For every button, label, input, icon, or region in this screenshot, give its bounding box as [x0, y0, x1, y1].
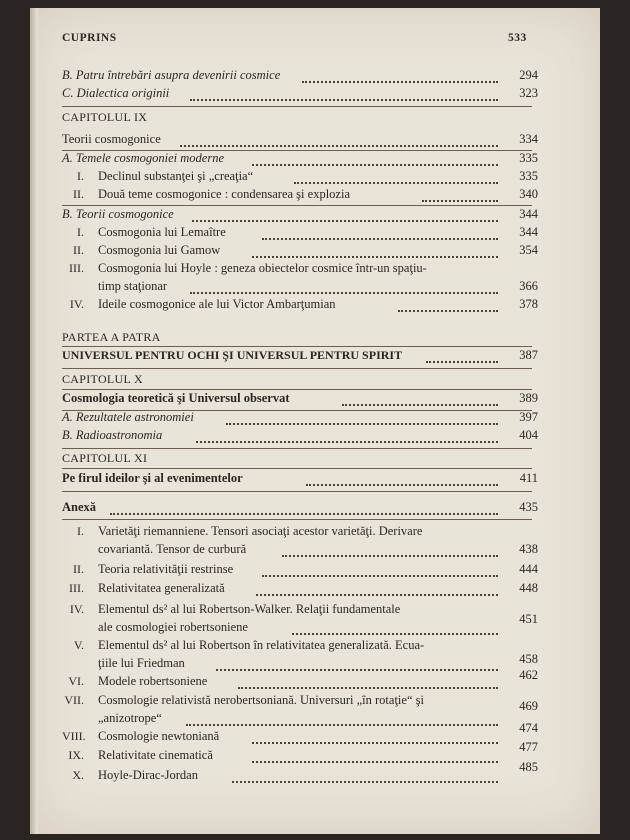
toc-entry-number: V. [73, 638, 84, 652]
toc-entry-title-line1: Elementul ds² al lui Robertson în relativitatea generalizată. Ecua- [98, 638, 425, 652]
toc-entry-title: Cosmogonia lui Gamow [98, 243, 221, 257]
toc-entry-title: A. Rezultatele astronomiei [62, 410, 194, 424]
divider [62, 491, 532, 492]
toc-entry-page: 397 [519, 410, 538, 424]
toc-entry-page: 435 [519, 500, 538, 514]
divider [62, 106, 532, 107]
toc-entry-page: 334 [519, 132, 538, 146]
toc-entry[interactable] [30, 68, 600, 86]
toc-entry-page: 438 [519, 542, 538, 556]
leader-dots [252, 162, 498, 166]
toc-entry-title: Hoyle-Dirac-Jordan [98, 768, 198, 782]
toc-entry-page: 448 [519, 581, 538, 595]
toc-entry-page: 451 [519, 612, 538, 626]
toc-entry-title: Două teme cosmogonice : condensarea şi explozia [98, 187, 350, 201]
toc-entry[interactable] [30, 169, 600, 187]
toc-entry-number: IV. [69, 297, 84, 311]
leader-dots [180, 143, 498, 147]
toc-entry-page: 340 [519, 187, 538, 201]
toc-entry-number: III. [69, 261, 84, 275]
toc-entry[interactable] [30, 471, 600, 489]
toc-entry-title: Ideile cosmogonice ale lui Victor Ambarţumian [98, 297, 336, 311]
book-page [30, 8, 600, 834]
running-header: CUPRINS [62, 32, 117, 44]
toc-entry[interactable] [30, 225, 600, 243]
toc-entry-page: 485 [519, 760, 538, 774]
toc-entry[interactable] [30, 602, 600, 638]
toc-entry-number: VI. [68, 674, 84, 688]
toc-entry-number: VIII. [62, 729, 86, 743]
toc-entry-number: VII. [64, 693, 84, 707]
toc-entry-page: 335 [519, 169, 538, 183]
toc-entry-page: 477 [519, 740, 538, 754]
leader-dots [302, 79, 498, 83]
part-heading: PARTEA A PATRA [62, 330, 161, 344]
toc-entry-page: 474 [519, 721, 538, 735]
toc-entry-page: 354 [519, 243, 538, 257]
toc-entry-number: II. [73, 187, 84, 201]
divider [62, 368, 532, 369]
toc-entry-title-line2: ţiile lui Friedman [98, 656, 185, 670]
toc-entry[interactable] [30, 524, 600, 560]
toc-entry-number: I. [77, 524, 84, 538]
leader-dots [252, 759, 498, 763]
leader-dots [294, 180, 498, 184]
toc-entry[interactable] [30, 187, 600, 205]
leader-dots [306, 482, 498, 486]
leader-dots [196, 439, 498, 443]
toc-entry-number: I. [77, 225, 84, 239]
toc-entry-page: 344 [519, 207, 538, 221]
toc-entry-title: Pe firul ideilor şi al evenimentelor [62, 471, 243, 485]
toc-entry-number: IX. [68, 748, 84, 762]
divider [62, 346, 532, 347]
toc-entry-page: 323 [519, 86, 538, 100]
toc-entry-number: II. [73, 562, 84, 576]
chapter-heading: CAPITOLUL X [62, 372, 143, 386]
toc-entry-title-line1: Cosmogonia lui Hoyle : geneza obiectelor cosmice într-un spaţiu- [98, 261, 427, 275]
toc-entry[interactable] [30, 428, 600, 446]
divider [62, 448, 532, 449]
toc-entry-title: C. Dialectica originii [62, 86, 170, 100]
toc-entry-page: 404 [519, 428, 538, 442]
toc-entry[interactable] [30, 668, 600, 692]
page-number: 533 [508, 32, 527, 44]
chapter-heading: CAPITOLUL IX [62, 110, 148, 124]
toc-entry[interactable] [30, 562, 600, 580]
leader-dots [262, 236, 498, 240]
toc-entry-title-line2: covariantă. Tensor de curbură [98, 542, 247, 556]
toc-entry-title: UNIVERSUL PENTRU OCHI ŞI UNIVERSUL PENTRU SPIRIT [62, 348, 403, 362]
toc-entry-title: Relativitatea generalizată [98, 581, 225, 595]
divider [62, 389, 532, 390]
leader-dots [216, 667, 498, 671]
toc-entry[interactable] [30, 500, 600, 518]
divider [62, 205, 532, 206]
toc-entry[interactable] [30, 243, 600, 261]
toc-entry-number: X. [72, 768, 84, 782]
divider [62, 468, 532, 469]
toc-entry-title: Declinul substanţei şi „creaţia“ [98, 169, 254, 183]
divider [62, 519, 532, 520]
toc-entry-title-line2: ale cosmologiei robertsoniene [98, 620, 248, 634]
leader-dots [262, 573, 498, 577]
toc-entry-title: B. Teorii cosmogonice [62, 207, 174, 221]
leader-dots [252, 740, 498, 744]
leader-dots [252, 254, 498, 258]
toc-entry-number: II. [73, 243, 84, 257]
toc-entry[interactable] [30, 151, 600, 169]
toc-entry-number: III. [69, 581, 84, 595]
toc-entry[interactable] [30, 410, 600, 428]
toc-entry[interactable] [30, 207, 600, 225]
toc-entry-title: B. Radioastronomia [62, 428, 163, 442]
leader-dots [256, 592, 498, 596]
toc-entry[interactable] [30, 348, 600, 366]
toc-entry-page: 387 [519, 348, 538, 362]
toc-entry-page: 444 [519, 562, 538, 576]
leader-dots [186, 722, 498, 726]
toc-entry-title: Cosmologia teoretică şi Universul observat [62, 391, 290, 405]
leader-dots [422, 198, 498, 202]
toc-entry[interactable] [30, 86, 600, 104]
leader-dots [190, 290, 498, 294]
leader-dots [110, 511, 498, 515]
toc-entry-title: Modele robertsoniene [98, 674, 208, 688]
leader-dots [282, 553, 498, 557]
toc-entry-title: Anexă [62, 500, 97, 514]
leader-dots [292, 631, 498, 635]
toc-entry[interactable] [30, 132, 600, 150]
leader-dots [238, 685, 498, 689]
leader-dots [398, 308, 498, 312]
toc-entry-title: Teorii cosmogonice [62, 132, 161, 146]
toc-entry[interactable] [30, 581, 600, 599]
leader-dots [232, 779, 498, 783]
toc-entry-page: 335 [519, 151, 538, 165]
toc-entry-page: 366 [519, 279, 538, 293]
toc-entry-title-line2: timp staţionar [98, 279, 168, 293]
toc-entry-page: 411 [519, 471, 538, 485]
toc-entry-title-line2: „anizotrope“ [98, 711, 162, 725]
toc-entry[interactable] [30, 760, 600, 786]
toc-entry-title-line1: Cosmologie relativistă nerobertsoniană. Universuri „în rotaţie“ şi [98, 693, 424, 707]
toc-entry-page: 462 [519, 668, 538, 682]
leader-dots [190, 97, 498, 101]
toc-entry-page: 458 [519, 652, 538, 666]
toc-entry-number: IV. [69, 602, 84, 616]
toc-entry-title: Teoria relativităţii restrinse [98, 562, 234, 576]
chapter-heading: CAPITOLUL XI [62, 451, 148, 465]
leader-dots [342, 402, 498, 406]
leader-dots [192, 218, 498, 222]
leader-dots [226, 421, 498, 425]
toc-entry-title-line1: Elementul ds² al lui Robertson-Walker. Relaţii fundamentale [98, 602, 401, 616]
toc-entry-title: Relativitate cinematică [98, 748, 213, 762]
toc-entry[interactable] [30, 391, 600, 409]
toc-entry-page: 378 [519, 297, 538, 311]
toc-entry-page: 344 [519, 225, 538, 239]
toc-entry-page: 294 [519, 68, 538, 82]
leader-dots [426, 359, 498, 363]
toc-entry-title: A. Temele cosmogoniei moderne [62, 151, 225, 165]
toc-entry-title: Cosmogonia lui Lemaître [98, 225, 226, 239]
toc-entry-title: Cosmologie newtoniană [98, 729, 220, 743]
toc-entry-title: B. Patru întrebări asupra devenirii cosmice [62, 68, 281, 82]
toc-entry-page: 469 [519, 699, 538, 713]
toc-entry-title-line1: Varietăţi riemanniene. Tensori asociaţi acestor varietăţi. Derivare [98, 524, 423, 538]
toc-entry-page: 389 [519, 391, 538, 405]
toc-entry[interactable] [30, 261, 600, 297]
toc-entry-number: I. [77, 169, 84, 183]
toc-entry[interactable] [30, 297, 600, 315]
